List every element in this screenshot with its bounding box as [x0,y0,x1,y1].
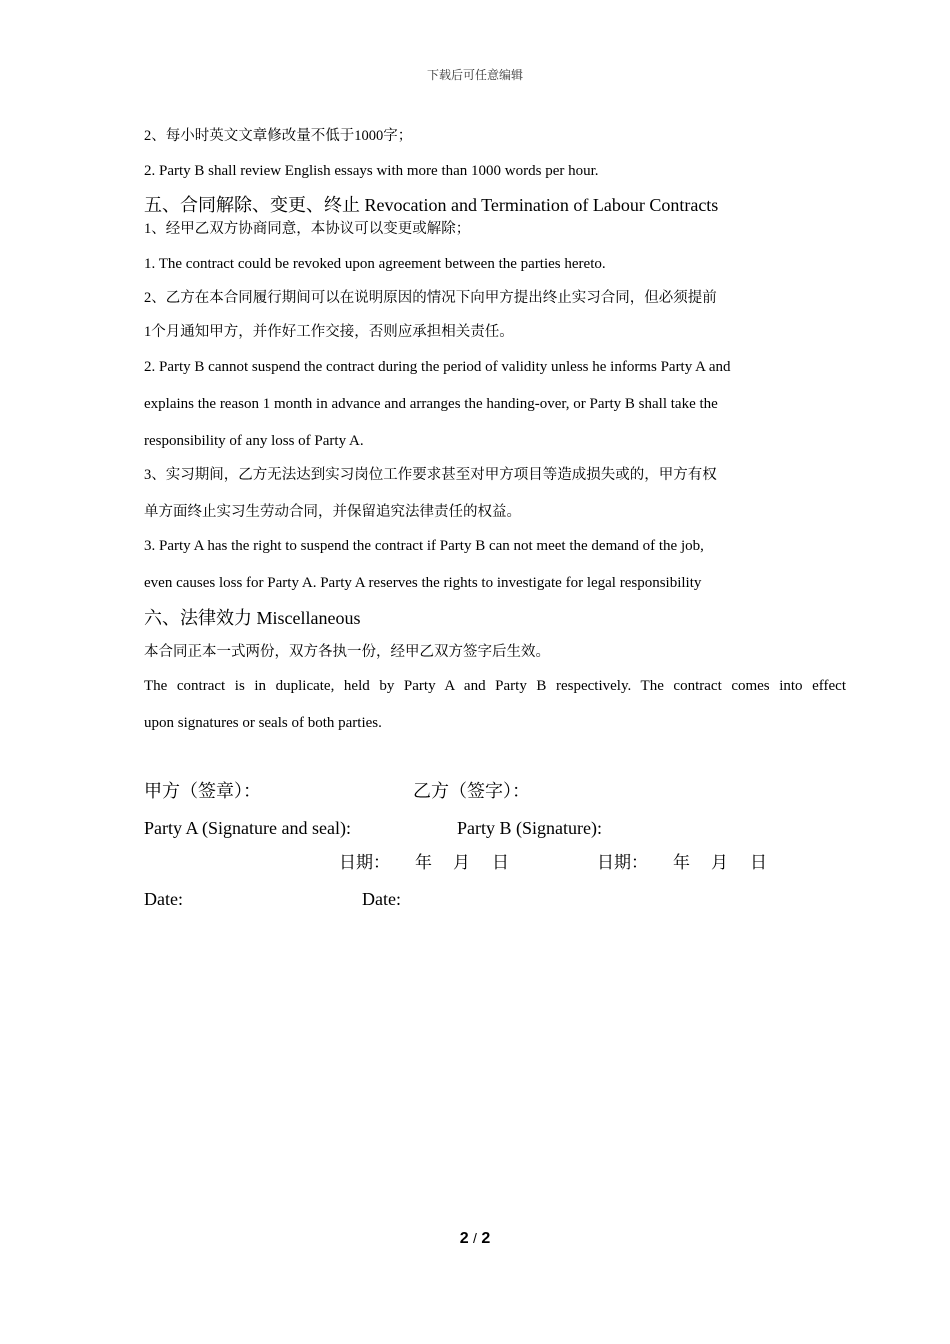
party-a-month-label: 月 [453,853,470,872]
section5-heading: 五、合同解除、变更、终止 Revocation and Termination of Labour Contracts [144,195,719,215]
party-a-signature-label-en: Party A (Signature and seal): [144,818,351,838]
s6-chinese: 本合同正本一式两份，双方各执一份，经甲乙双方签字后生效。 [144,644,550,660]
party-a-day-label: 日 [492,853,509,872]
current-page-number: 2 [459,1230,469,1247]
page-number [0,1230,950,1248]
party-b-day-label: 日 [750,853,767,872]
party-b-date-label-en: Date: [362,889,401,909]
s5-item2-chinese-line2: 1个月通知甲方，并作好工作交接，否则应承担相关责任。 [144,324,514,340]
item2-chinese: 2、每小时英文文章修改量不低于1000字； [144,128,413,144]
s6-english-line1: The contract is in duplicate, held by Party A and Party B respectively. The contract comes into effect [144,678,846,694]
s5-item2-english-line3: responsibility of any loss of Party A. [144,433,364,449]
s5-item2-english-line2: explains the reason 1 month in advance and arranges the handing-over, or Party B shall take the [144,396,718,412]
section6-heading: 六、法律效力 Miscellaneous [144,608,361,628]
party-b-year-label: 年 [673,853,690,872]
s6-english-line2: upon signatures or seals of both parties. [144,715,382,731]
s5-item1-english: 1. The contract could be revoked upon agreement between the parties hereto. [144,256,606,272]
party-b-signature-label-cn: 乙方（签字）： [413,781,530,801]
s5-item2-english-line1: 2. Party B cannot suspend the contract during the period of validity unless he informs Party A and [144,359,731,375]
party-b-date-label-cn: 日期： [597,853,648,872]
party-b-month-label: 月 [711,853,728,872]
party-a-signature-label-cn: 甲方（签章）： [144,781,261,801]
s5-item3-chinese-line2: 单方面终止实习生劳动合同，并保留追究法律责任的权益。 [144,504,521,520]
party-a-date-label-cn: 日期： [339,853,390,872]
s5-item3-english-line1: 3. Party A has the right to suspend the contract if Party B can not meet the demand of the job, [144,538,704,554]
party-a-date-label-en: Date: [144,889,183,909]
page-separator: / [473,1230,477,1246]
s5-item2-chinese-line1: 2、乙方在本合同履行期间可以在说明原因的情况下向甲方提出终止实习合同，但必须提前 [144,290,717,306]
s5-item3-chinese-line1: 3、实习期间，乙方无法达到实习岗位工作要求甚至对甲方项目等造成损失或的，甲方有权 [144,467,717,483]
party-a-year-label: 年 [415,853,432,872]
s5-item1-chinese: 1、经甲乙双方协商同意，本协议可以变更或解除； [144,221,471,237]
s5-item3-english-line2: even causes loss for Party A. Party A reserves the rights to investigate for legal responsibility [144,575,702,591]
page-header-note: 下载后可任意编辑 [426,68,523,82]
item2-english: 2. Party B shall review English essays with more than 1000 words per hour. [144,163,599,179]
party-b-signature-label-en: Party B (Signature): [457,818,602,838]
total-pages-number: 2 [481,1230,491,1247]
